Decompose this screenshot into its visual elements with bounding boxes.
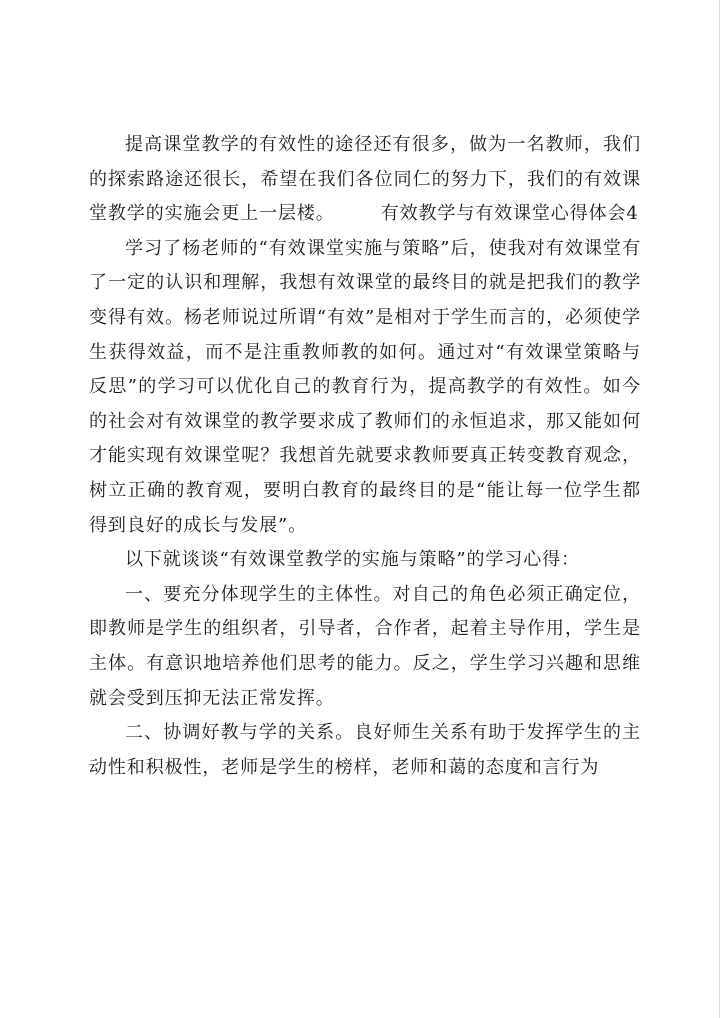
paragraph-1-text: 提高课堂教学的有效性的途径还有很多，做为一名教师，我们的探索路途还很长，希望在我们各位同仁的努力下，我们的有效课堂教学的实施会更上一层楼。 [89, 134, 641, 225]
paragraph-1 [89, 128, 641, 232]
paragraph-4: 一、要充分体现学生的主体性。对自己的角色必须正确定位，即教师是学生的组织者，引导者，合作者，起着主导作用，学生是主体。有意识地培养他们思考的能力。反之，学生学习兴趣和思维就会受到压抑无法正常发挥。 [89, 583, 641, 709]
paragraph-2: 学习了杨老师的“有效课堂实施与策略”后，使我对有效课堂有了一定的认识和理解，我想有效课堂的最终目的就是把我们的教学变得有效。杨老师说过所谓“有效”是相对于学生而言的，必须使学生获得效益，而不是注重教师教的如何。通过对“有效课堂策略与反思”的学习可以优化自己的教育行为，提高教学的有效性。如今的社会对有效课堂的教学要求成了教师们的永恒追求，那又能如何才能实现有效课堂呢？我想首先就要求教师要真正转变教育观念，树立正确的教育观，要明白教育的最终目的是“能让每一位学生都得到良好的成长与发展”。 [89, 237, 641, 536]
document-body [89, 128, 641, 785]
paragraph-3: 以下就谈谈“有效课堂教学的实施与策略”的学习心得： [125, 549, 580, 571]
section-heading: 有效教学与有效课堂心得体会4 [380, 203, 639, 225]
paragraph-5: 二、协调好教与学的关系。良好师生关系有助于发挥学生的主动性和积极性，老师是学生的榜样，老师和蔼的态度和言行为 [89, 722, 641, 778]
